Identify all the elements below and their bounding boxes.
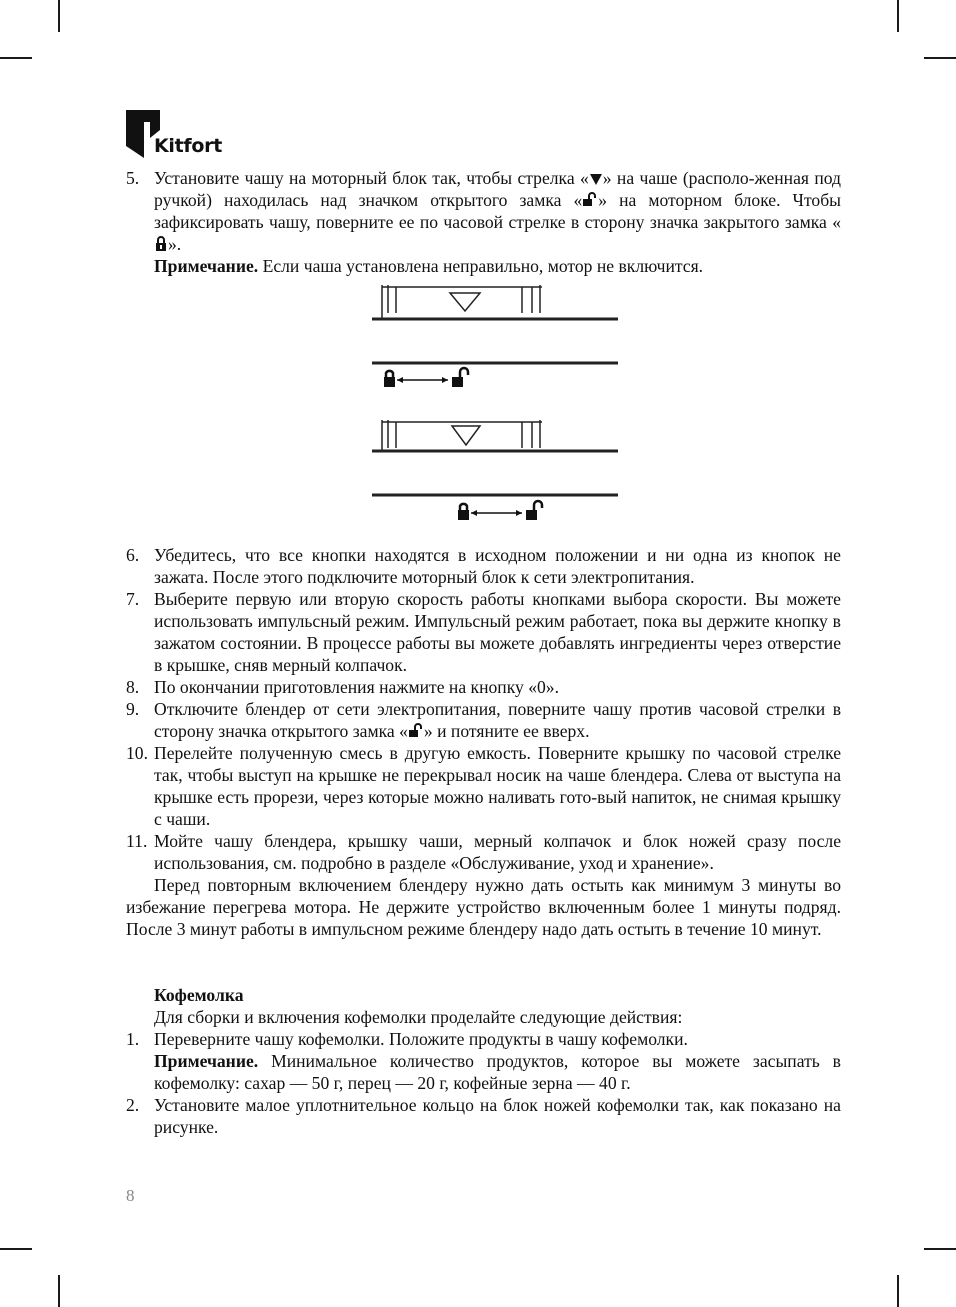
item-number: 6.: [126, 545, 140, 565]
diagram-bottom-panel: [372, 420, 618, 495]
item-text: По окончании приготовления нажмите на кнопку «0».: [154, 677, 559, 697]
item-text: Убедитесь, что все кнопки находятся в исходном положении и ни одна из кнопок не зажата. После этого подключите моторный блок к сети электропитания.: [154, 545, 841, 587]
item-number: 1.: [126, 1029, 140, 1049]
item-text: Установите малое уплотнительное кольцо на блок ножей кофемолки так, как показано на рисунке.: [154, 1095, 841, 1137]
lock-open-icon: [582, 192, 598, 208]
diagram-top-panel: [372, 285, 618, 363]
list-item-5: [126, 167, 841, 255]
item-text: » на моторном блоке. Чтобы зафиксировать чашу, поверните ее по часовой стрелке в сторону значка закрытого замка «: [154, 190, 841, 232]
item-text: Установите чашу на моторный блок так, чтобы стрелка «: [154, 168, 589, 188]
item-text: Мойте чашу блендера, крышку чаши, мерный колпачок и блок ножей сразу после использования, см. подробно в разделе «Обслуживание, уход и хранение».: [154, 831, 841, 873]
item-text: Отключите блендер от сети электропитания, поверните чашу против часовой стрелки в сторону значка открытого замка «: [154, 699, 841, 741]
list-item-8: [126, 676, 841, 698]
item-text: ».: [168, 234, 182, 254]
item-number: 5.: [126, 168, 140, 188]
note-text: Если чаша установлена неправильно, мотор не включится.: [258, 256, 704, 276]
lock-closed-icon: [154, 236, 168, 252]
crop-mark: [0, 57, 32, 59]
warning-text: Перед повторным включением блендеру нужно дать остыть как минимум 3 минуты во избежание перегрева мотора. Не держите устройство включенным более 1 минуты подряд. После 3 минут работы в импульсном режиме блендеру надо дать остыть в течение 10 минут.: [126, 875, 841, 939]
diagram-top-locks: [384, 368, 468, 387]
item-text: » на чаше (располо-женная под ручкой) находилась над значком открытого замка «: [154, 168, 841, 210]
crop-mark: [897, 1275, 899, 1307]
grinder-step-1: [126, 1028, 841, 1094]
warning-paragraph: [126, 874, 841, 940]
item-number: 8.: [126, 677, 140, 697]
lock-open-icon: [408, 723, 424, 739]
section-intro: [126, 1006, 841, 1028]
list-item-11: [126, 830, 841, 874]
page-number: 8: [126, 1186, 135, 1205]
note-label: Примечание.: [154, 1051, 259, 1071]
item-number: 10.: [126, 743, 148, 763]
list-item-6: [126, 544, 841, 588]
bowl-lock-diagram: [372, 283, 618, 535]
item-text: Переверните чашу кофемолки. Положите продукты в чашу кофемолки.: [154, 1029, 688, 1049]
item-number: 2.: [126, 1095, 140, 1115]
item-number: 11.: [126, 831, 148, 851]
arrow-down-icon: [589, 172, 603, 186]
section-title: Кофемолка: [154, 985, 244, 1005]
crop-mark: [924, 57, 956, 59]
note-text: Минимальное количество продуктов, которое вы можете засыпать в кофемолку: сахар — 50 г, перец — 20 г, кофейные зерна — 40 г.: [154, 1051, 841, 1093]
note: [126, 255, 841, 277]
brand-logo: [126, 110, 236, 160]
note-label: Примечание.: [154, 256, 259, 276]
crop-mark: [924, 1248, 956, 1250]
crop-mark: [897, 0, 899, 32]
grinder-step-2: [126, 1094, 841, 1138]
list-item-7: [126, 588, 841, 676]
intro-text: Для сборки и включения кофемолки проделайте следующие действия:: [154, 1007, 683, 1027]
item-number: 7.: [126, 589, 140, 609]
list-item-10: [126, 742, 841, 830]
diagram-bottom-locks: [458, 501, 542, 520]
item-number: 9.: [126, 699, 140, 719]
crop-mark: [58, 0, 60, 32]
item-text: Выберите первую или вторую скорость работы кнопками выбора скорости. Вы можете использовать импульсный режим. Импульсный режим работает, пока вы держите кнопку в зажатом состоянии. В процессе работы вы можете добавлять ингредиенты через отверстие в крышке, сняв мерный колпачок.: [154, 589, 841, 675]
item-text: » и потяните ее вверх.: [423, 721, 590, 741]
brand-name: Kitfort: [154, 135, 222, 157]
crop-mark: [58, 1275, 60, 1307]
item-text: Перелейте полученную смесь в другую емкость. Поверните крышку по часовой стрелке так, чтобы выступ на крышке не перекрывал носик на чаше блендера. Слева от выступа на крышке есть прорези, через которые можно наливать гото-вый напиток, не снимая крышку с чаши.: [154, 743, 841, 829]
list-item-9: [126, 698, 841, 742]
crop-mark: [0, 1248, 32, 1250]
